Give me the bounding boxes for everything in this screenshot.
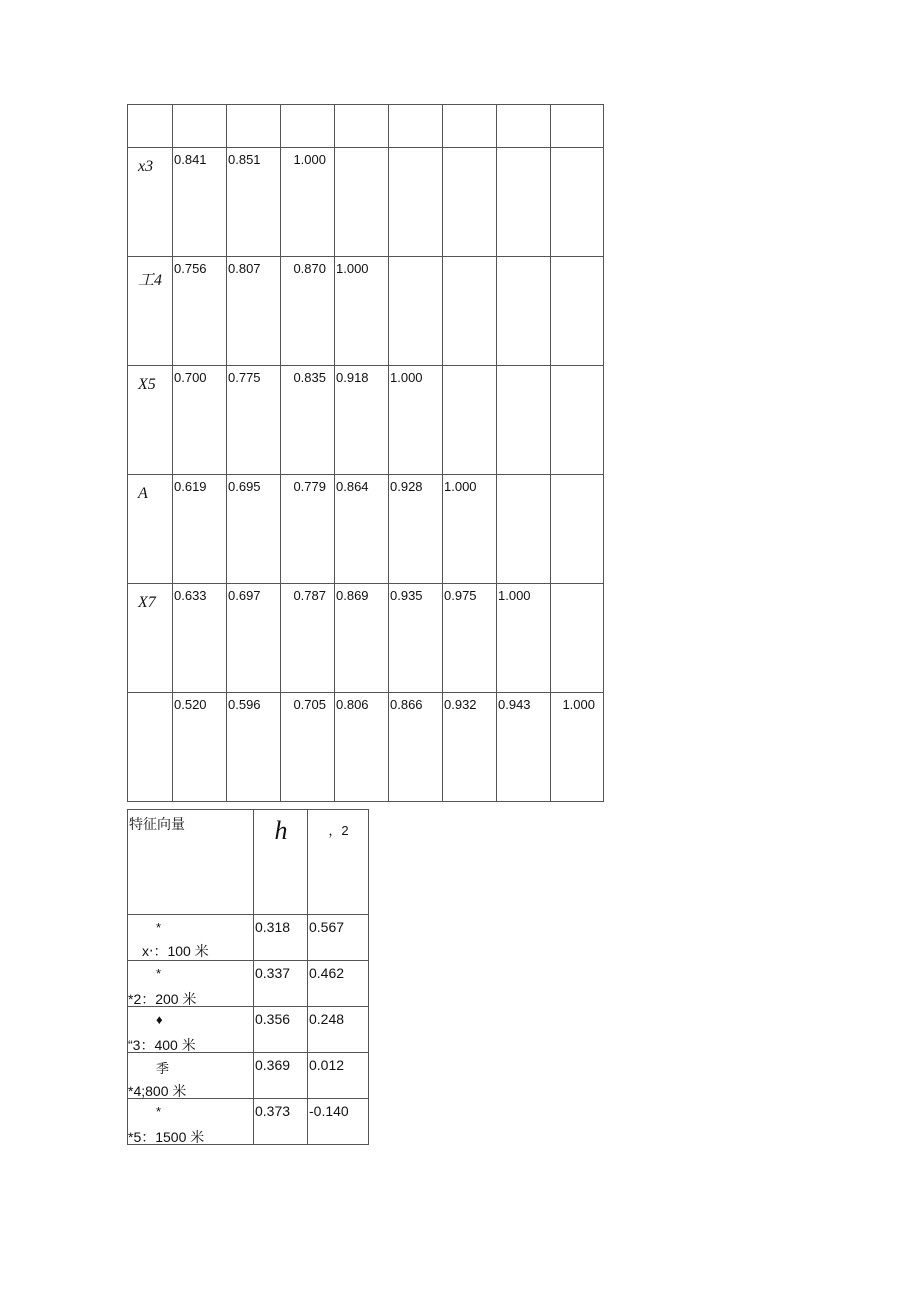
table-cell: 0.756 [173,257,227,366]
row-label: 工4 [128,257,173,366]
table-cell: 0.705 [281,693,335,802]
table-cell: 0.520 [173,693,227,802]
table-cell [551,257,604,366]
table-cell: 0.807 [227,257,281,366]
row-label: A [128,475,173,584]
table-cell: 1.000 [551,693,604,802]
variable-symbol: 季 [156,1061,170,1076]
header-cell [443,105,497,148]
header-cell [497,105,551,148]
table-cell: 0.619 [173,475,227,584]
eigenvector-header-row [128,810,369,915]
variable-name: “3：400 米 [128,1037,196,1053]
table-row [128,475,604,584]
table-cell [551,475,604,584]
table-cell [389,148,443,257]
table-row [128,366,604,475]
table-cell: 0.932 [443,693,497,802]
variable-cell [128,1099,254,1145]
table-row [128,257,604,366]
variable-cell [128,915,254,961]
variable-name: *5：1500 米 [128,1129,205,1145]
table-cell: 0.918 [335,366,389,475]
variable-cell [128,1053,254,1099]
table-row [128,961,369,1007]
eigenvector-table [127,809,369,1145]
table-row [128,148,604,257]
table-cell: 0.369 [254,1053,308,1099]
row-label: X5 [128,366,173,475]
header-cell [281,105,335,148]
variable-name: x‧：100 米 [142,943,209,959]
table-row [128,693,604,802]
table-cell [335,148,389,257]
table-cell: 0.337 [254,961,308,1007]
header-cell [173,105,227,148]
table-cell: 1.000 [281,148,335,257]
table-cell: 0.700 [173,366,227,475]
table-cell: 0.633 [173,584,227,693]
row-label: X7 [128,584,173,693]
table-cell: 0.596 [227,693,281,802]
table-cell: 0.851 [227,148,281,257]
table-cell: 0.248 [308,1007,369,1053]
table-cell: 0.373 [254,1099,308,1145]
table-cell: 0.787 [281,584,335,693]
eigenvector-title: 特征向量 [128,810,254,915]
table-cell: 0.869 [335,584,389,693]
table-cell: 0.462 [308,961,369,1007]
correlation-header-row [128,105,604,148]
table-cell: 0.935 [389,584,443,693]
table-cell: 0.835 [281,366,335,475]
header-cell [308,810,369,915]
variable-cell [128,961,254,1007]
h-symbol: h [274,816,288,845]
table-cell [497,257,551,366]
table-cell: -0.140 [308,1099,369,1145]
col2-header: ，2 [328,823,349,838]
table-cell: 0.928 [389,475,443,584]
table-cell: 0.012 [308,1053,369,1099]
table-row [128,915,369,961]
table-cell: 0.695 [227,475,281,584]
header-cell [254,810,308,915]
table-cell: 0.841 [173,148,227,257]
table-cell: 1.000 [335,257,389,366]
table-cell: 0.866 [389,693,443,802]
variable-name: *2：200 米 [128,991,197,1007]
table-cell: 0.779 [281,475,335,584]
variable-name: *4;800 米 [128,1083,187,1099]
table-cell: 0.697 [227,584,281,693]
row-label: x3 [128,148,173,257]
variable-symbol: * [156,920,162,935]
table-cell: 0.356 [254,1007,308,1053]
table-cell [443,257,497,366]
table-cell: 0.975 [443,584,497,693]
variable-cell [128,1007,254,1053]
table-cell: 0.806 [335,693,389,802]
table-cell [551,366,604,475]
correlation-table [127,104,604,802]
header-cell [335,105,389,148]
table-cell [551,148,604,257]
table-cell: 1.000 [497,584,551,693]
table-cell [389,257,443,366]
table-cell: 0.775 [227,366,281,475]
table-cell: 0.567 [308,915,369,961]
table-cell: 0.318 [254,915,308,961]
table-row [128,584,604,693]
table-row [128,1007,369,1053]
header-cell [227,105,281,148]
table-cell [551,584,604,693]
table-cell: 1.000 [443,475,497,584]
table-cell: 0.864 [335,475,389,584]
row-label [128,693,173,802]
table-cell [443,366,497,475]
variable-symbol: * [156,966,162,981]
table-cell [497,366,551,475]
table-cell [497,148,551,257]
table-row [128,1053,369,1099]
variable-symbol: ♦ [156,1012,163,1027]
table-cell: 1.000 [389,366,443,475]
table-row [128,1099,369,1145]
variable-symbol: * [156,1104,162,1119]
table-cell: 0.943 [497,693,551,802]
table-cell [443,148,497,257]
header-cell [389,105,443,148]
header-cell [128,105,173,148]
header-cell [551,105,604,148]
table-cell [497,475,551,584]
table-cell: 0.870 [281,257,335,366]
